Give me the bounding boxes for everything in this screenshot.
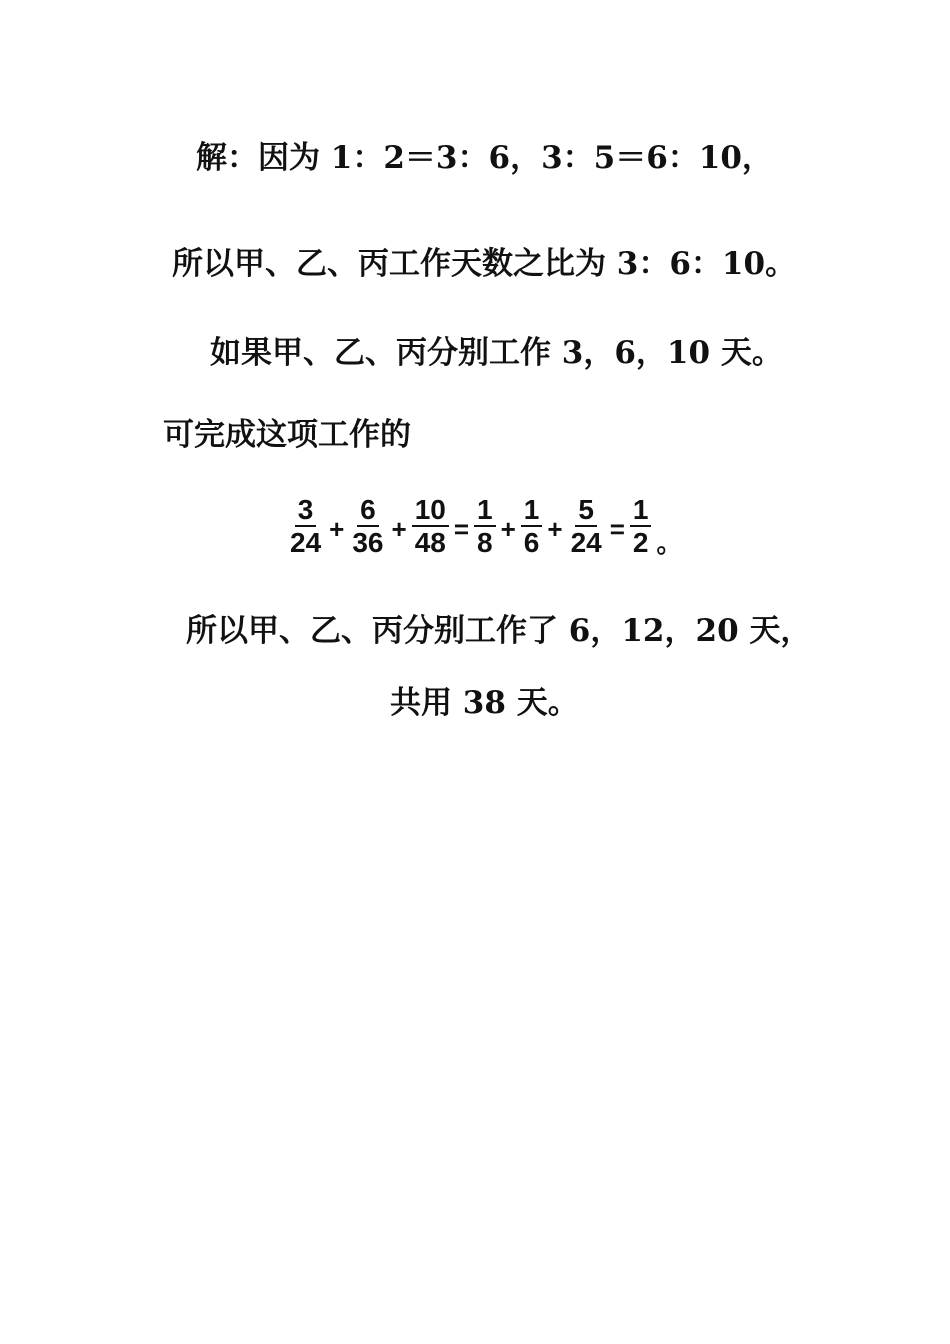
fraction-10-48 bbox=[412, 495, 449, 559]
fraction-1-6 bbox=[521, 495, 543, 559]
numerator: 5 bbox=[575, 495, 597, 527]
fraction-1-2 bbox=[630, 495, 652, 559]
denominator: 24 bbox=[570, 527, 602, 558]
solution-line-completion-intro: 可完成这项工作的 bbox=[163, 417, 411, 453]
plus-sign: + bbox=[329, 513, 345, 544]
denominator: 6 bbox=[523, 527, 540, 558]
denominator: 36 bbox=[352, 527, 384, 558]
denominator: 8 bbox=[477, 527, 493, 558]
numerator: 1 bbox=[521, 495, 543, 527]
solution-line-ratios: 解：因为 1：2＝3：6，3：5＝6：10， bbox=[196, 140, 773, 176]
numerator: 10 bbox=[412, 495, 449, 527]
fraction-5-24 bbox=[568, 495, 605, 559]
fraction-6-36 bbox=[349, 495, 386, 559]
plus-sign: + bbox=[547, 513, 563, 544]
period-mark: 。 bbox=[656, 527, 683, 558]
numerator: 1 bbox=[630, 495, 652, 527]
equals-sign: = bbox=[453, 513, 470, 544]
solution-line-actual-days: 所以甲、乙、丙分别工作了 6，12，20 天， bbox=[186, 613, 812, 649]
fraction-1-8 bbox=[474, 495, 496, 559]
numerator: 3 bbox=[295, 495, 317, 527]
fraction-3-24 bbox=[287, 495, 324, 559]
solution-line-total-days: 共用 38 天。 bbox=[390, 685, 579, 721]
fraction-equation bbox=[284, 492, 683, 562]
denominator: 24 bbox=[290, 527, 322, 558]
numerator: 6 bbox=[357, 495, 379, 527]
solution-line-assumption: 如果甲、乙、丙分别工作 3，6，10 天。 bbox=[210, 335, 783, 371]
equals-sign: = bbox=[609, 513, 625, 544]
plus-sign: + bbox=[391, 513, 407, 544]
numerator: 1 bbox=[474, 495, 496, 527]
denominator: 48 bbox=[414, 527, 446, 558]
plus-sign: + bbox=[500, 513, 516, 544]
denominator: 2 bbox=[632, 527, 649, 558]
solution-line-day-ratio: 所以甲、乙、丙工作天数之比为 3：6：10。 bbox=[172, 246, 797, 282]
